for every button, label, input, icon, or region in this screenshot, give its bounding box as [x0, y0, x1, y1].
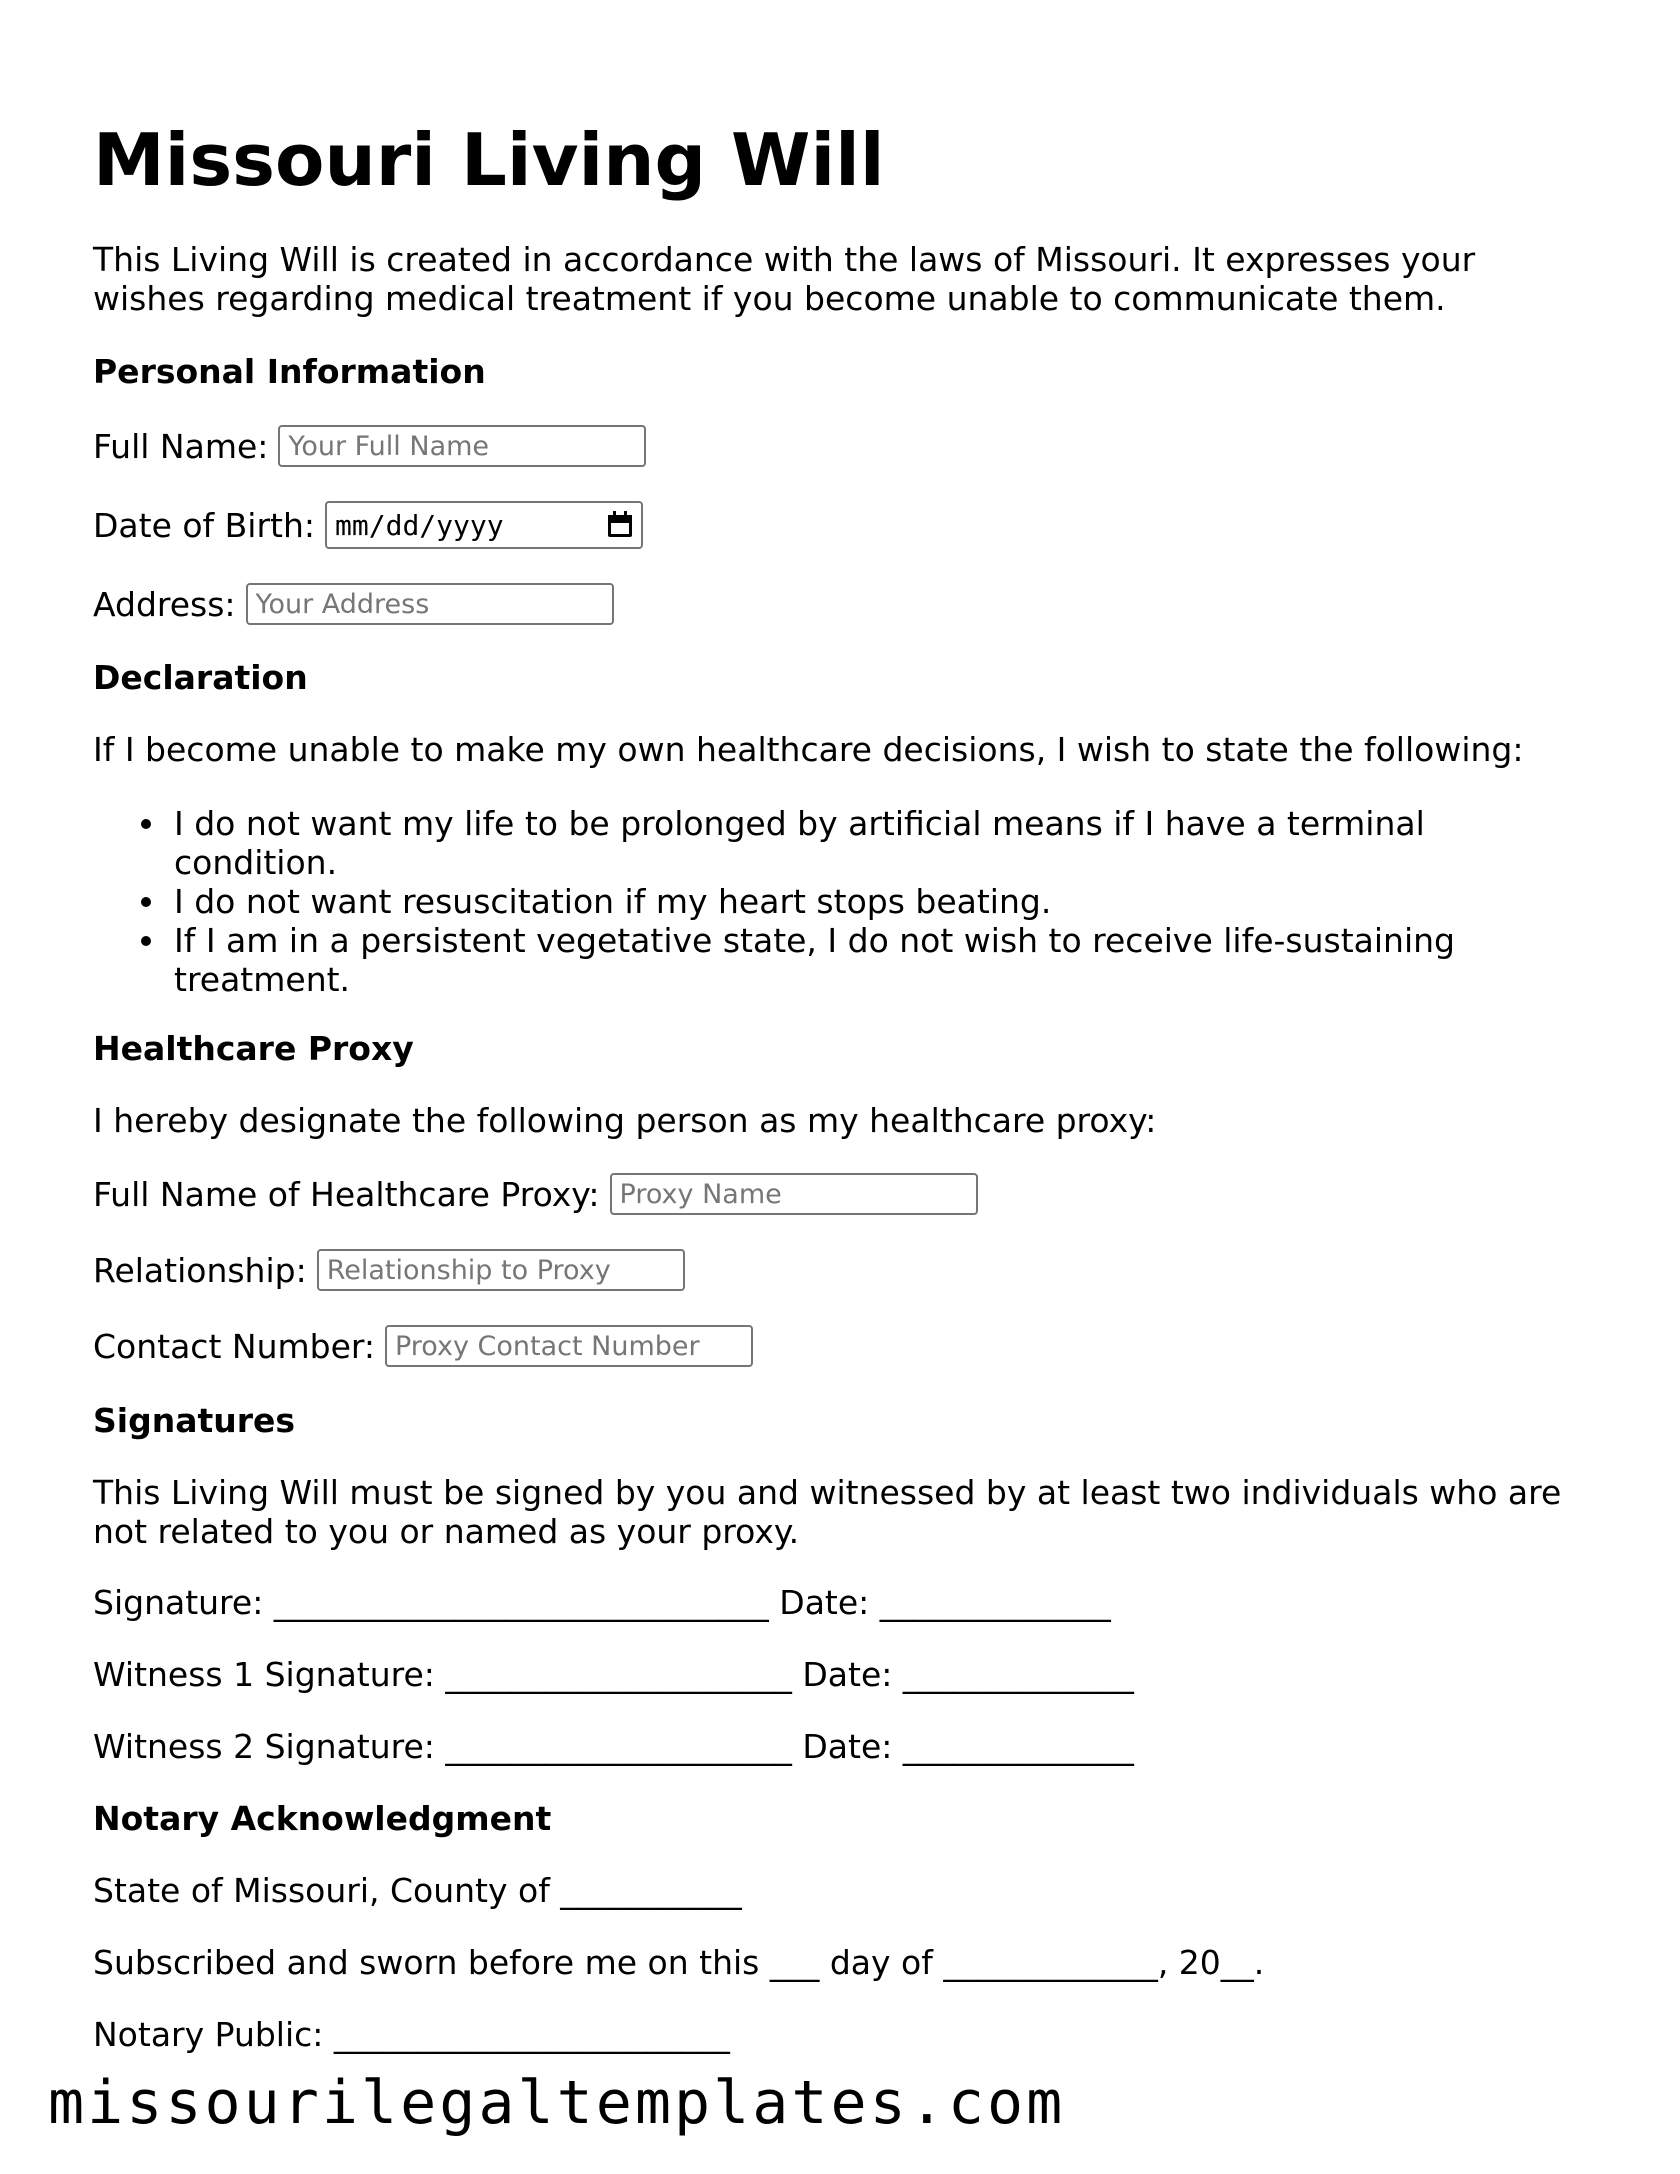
notary-public-line: Notary Public: ________________________ [93, 2015, 730, 2054]
list-item: If I am in a persistent vegetative state, I do not wish to receive life-sustaining treatment. [174, 921, 1514, 999]
contact-label: Contact Number: [93, 1326, 375, 1366]
declaration-list [93, 804, 1514, 999]
list-item: I do not want my life to be prolonged by artificial means if I have a terminal condition. [174, 804, 1514, 882]
personal-info-heading: Personal Information [93, 352, 486, 391]
relationship-row [93, 1249, 685, 1291]
intro-paragraph: This Living Will is created in accordance with the laws of Missouri. It expresses your wishes regarding medical treatment if you become unable to communicate them. [93, 240, 1476, 318]
dob-row [93, 501, 643, 549]
relationship-label: Relationship: [93, 1250, 307, 1290]
proxy-heading: Healthcare Proxy [93, 1029, 414, 1068]
calendar-icon[interactable] [607, 511, 633, 539]
notary-county-line: State of Missouri, County of ___________ [93, 1871, 742, 1910]
dob-value: mm/dd/yyyy [335, 508, 504, 542]
full-name-label: Full Name: [93, 426, 269, 466]
address-label: Address: [93, 584, 236, 624]
list-item: I do not want resuscitation if my heart stops beating. [174, 882, 1514, 921]
contact-input[interactable] [385, 1325, 753, 1367]
declaration-text: If I become unable to make my own healthcare decisions, I wish to state the following: [93, 730, 1524, 769]
contact-row [93, 1325, 753, 1367]
relationship-input[interactable] [317, 1249, 685, 1291]
watermark-text: missourilegaltemplates.com [48, 2068, 1066, 2138]
witness1-signature-line: Witness 1 Signature: _____________________ Date: ______________ [93, 1655, 1134, 1694]
declaration-heading: Declaration [93, 658, 308, 697]
proxy-name-label: Full Name of Healthcare Proxy: [93, 1174, 600, 1214]
address-input[interactable] [246, 583, 614, 625]
notary-heading: Notary Acknowledgment [93, 1799, 552, 1838]
address-row [93, 583, 614, 625]
proxy-name-row [93, 1173, 978, 1215]
signatures-heading: Signatures [93, 1401, 296, 1440]
dob-input[interactable] [325, 501, 643, 549]
full-name-input[interactable] [278, 425, 646, 467]
notary-sworn-line: Subscribed and sworn before me on this ___ day of _____________, 20__. [93, 1943, 1265, 1982]
proxy-text: I hereby designate the following person as my healthcare proxy: [93, 1101, 1157, 1140]
dob-label: Date of Birth: [93, 505, 316, 545]
signatures-text: This Living Will must be signed by you and witnessed by at least two individuals who are not related to you or named as your proxy. [93, 1473, 1562, 1551]
signature-line: Signature: ______________________________ Date: ______________ [93, 1583, 1111, 1622]
full-name-row [93, 425, 646, 467]
page-title: Missouri Living Will [93, 118, 885, 202]
proxy-name-input[interactable] [610, 1173, 978, 1215]
witness2-signature-line: Witness 2 Signature: _____________________ Date: ______________ [93, 1727, 1134, 1766]
